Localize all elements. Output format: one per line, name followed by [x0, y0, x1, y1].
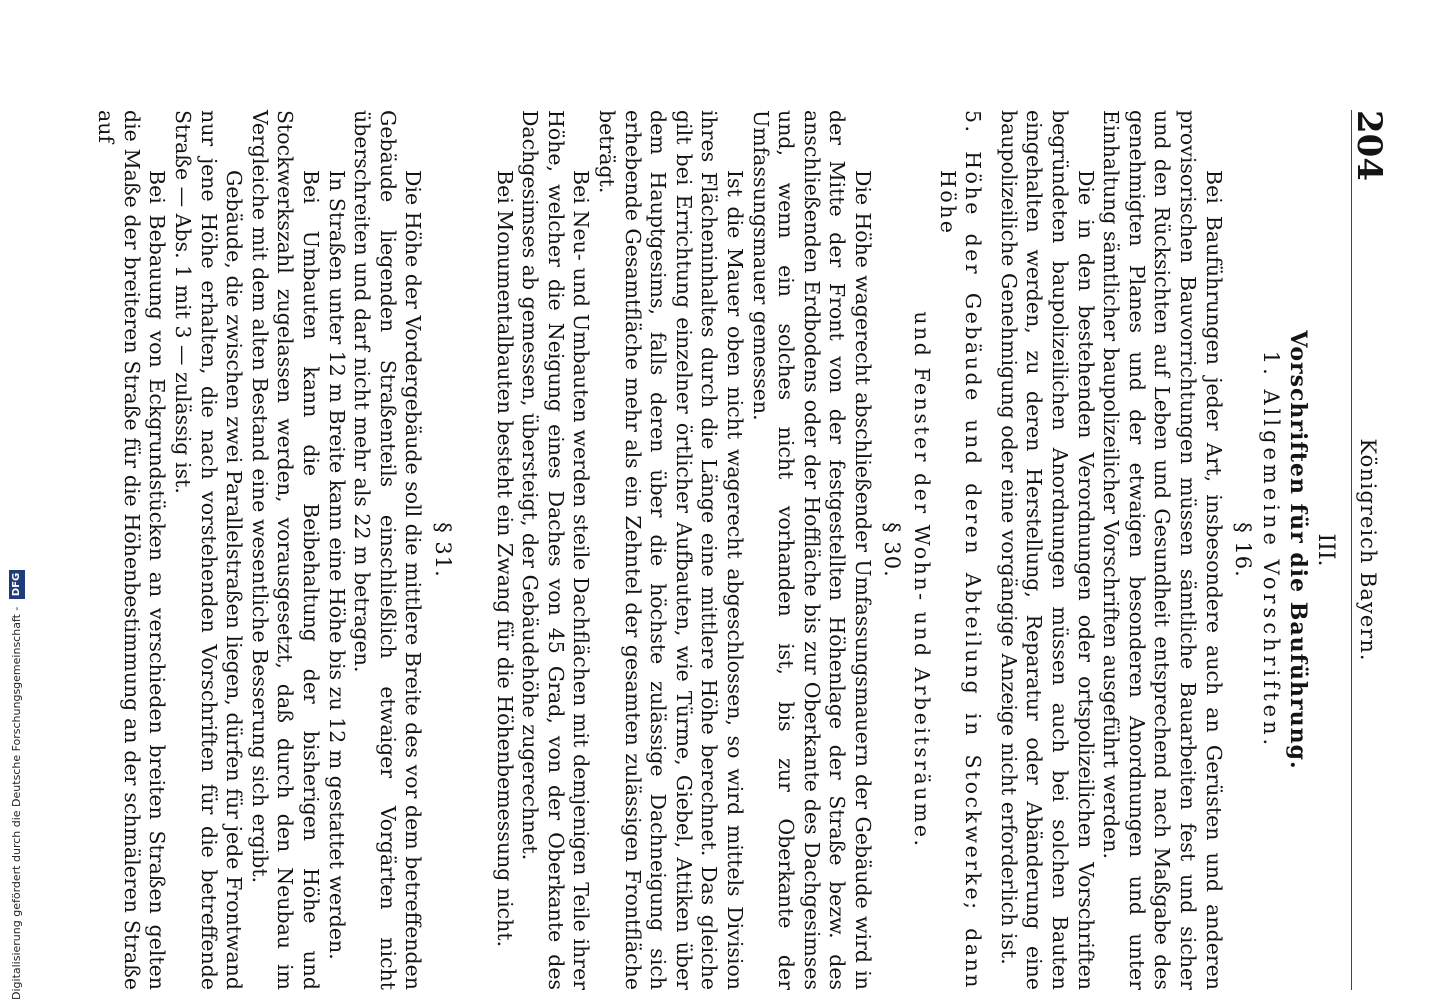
section-31-paragraph-1: Die Höhe der Vordergebäude soll die mittlere Breite des vor dem betreffenden Gebäude liegenden Straßenteils einschließlich etwaiger Vorgärten nicht überschreiten und darf nicht mehr als 22 m betragen. — [350, 110, 426, 990]
page-number: 204 — [1349, 110, 1389, 181]
credit-text: Digitalisierung gefördert durch die Deutsche Forschungsgemeinschaft - — [10, 606, 23, 1000]
section-16-paragraph-2: Die in den bestehenden Verordnungen oder ortspolizeilichen Vorschriften begründeten baupolizeilichen Anordnungen müssen auch bei solchen Bauten eingehalten werden, zu deren Herstellung, Reparatur oder Abänderung eine baupolizeiliche Genehmigung oder eine vorgängige Anzeige nicht erforderlich ist. — [996, 110, 1098, 990]
part-subtitle: 1. Allgemeine Vorschriften. — [1258, 350, 1283, 750]
section-31-paragraph-4: Gebäude, die zwischen zwei Parallelstraßen liegen, dürfen für jede Frontwand nur jene Höhe erhalten, die nach vorstehenden Vorschriften für die betreffende Straße — Abs. 1 mit 3 — zulässig ist. — [171, 110, 247, 990]
chapter-5-heading-line-1: 5. Höhe der Gebäude und deren Abteilung in Stockwerke; dann Höhe — [935, 110, 986, 990]
section-16-paragraph-1: Bei Bauführungen jeder Art, insbesondere auch an Gerüsten und anderen provisorischen Bauvorrichtungen müssen sämtliche Bauarbeiten fest und sicher und den Rücksichten auf Leben und Gesundheit entsprechend nach Maßgabe des genehmigten Planes und der etwaigen besonderen Anordnungen und unter Einhaltung sämtlicher baupolizeilicher Vorschriften ausgeführt werden. — [1099, 110, 1226, 990]
section-31-paragraph-3: Bei Umbauten kann die Beibehaltung der bisherigen Höhe und Stockwerkszahl zugelassen werden, vorausgesetzt, daß durch den Neubau im Vergleiche mit dem alten Bestand eine wesentliche Besserung sich ergibt. — [247, 110, 324, 990]
section-31-mark: § 31. — [431, 522, 455, 578]
part-title: Vorschriften für die Bauführung. — [1285, 330, 1312, 770]
document-body — [93, 110, 1338, 990]
section-30-mark: § 30. — [880, 522, 905, 578]
section-16-mark: § 16. — [1231, 522, 1256, 578]
section-30-paragraph-3: Bei Neu- und Umbauten werden steile Dachflächen mit demjenigen Teile ihrer Höhe, welcher die Neigung eines Daches von 45 Grad, von der Oberkante des Dachgesimses ab gemessen, übersteigt, der Gebäudehöhe zugerechnet. — [518, 110, 594, 990]
section-31-paragraph-5: Bei Bebauung von Eckgrundstücken an verschieden breiten Straßen gelten die Maße der breiteren Straße für die Höhenbestimmung an der schmäleren Straße auf — [94, 110, 170, 990]
part-numeral: III. — [1313, 533, 1338, 567]
running-head: Königreich Bayern. — [1356, 438, 1380, 662]
section-30-paragraph-1: Die Höhe wagerecht abschließender Umfassungsmauern der Gebäude wird in der Mitte der Front von der festgestellten Höhenlage der Straße bezw. des anschließenden Erdbodens oder der Hoffläche bis zur Oberkante des Dachgesimses und, wenn ein solches nicht vorhanden ist, bis zur Oberkante der Umfassungsmauer gemessen. — [748, 110, 875, 990]
digitization-credit — [6, 0, 28, 1000]
section-30-paragraph-4: Bei Monumentalbauten besteht ein Zwang für die Höhenbemessung nicht. — [492, 170, 517, 948]
dfg-logo: DFG — [9, 570, 25, 599]
header-rule — [1351, 110, 1352, 990]
section-30-paragraph-2: Ist die Mauer oben nicht wagerecht abgeschlossen, so wird mittels Division ihres Flächeninhaltes durch die Länge eine mittlere Höhe berechnet. Das gleiche gilt bei Errichtung einzelner örtlicher Aufbauten, wie Türme, Giebel, Attiken über dem Hauptgesims, falls deren über die höchste zulässige Dachneigung sich erhebende Gesamtfläche mehr als ein Zehntel der gesamten zulässigen Frontfläche beträgt. — [594, 110, 747, 990]
section-31-paragraph-2: In Straßen unter 12 m Breite kann eine Höhe bis zu 12 m gestattet werden. — [324, 170, 349, 960]
chapter-5-heading-line-2: und Fenster der Wohn- und Arbeitsräume. — [910, 311, 935, 849]
document-page — [92, 110, 1392, 990]
chapter-5-heading — [909, 110, 986, 990]
